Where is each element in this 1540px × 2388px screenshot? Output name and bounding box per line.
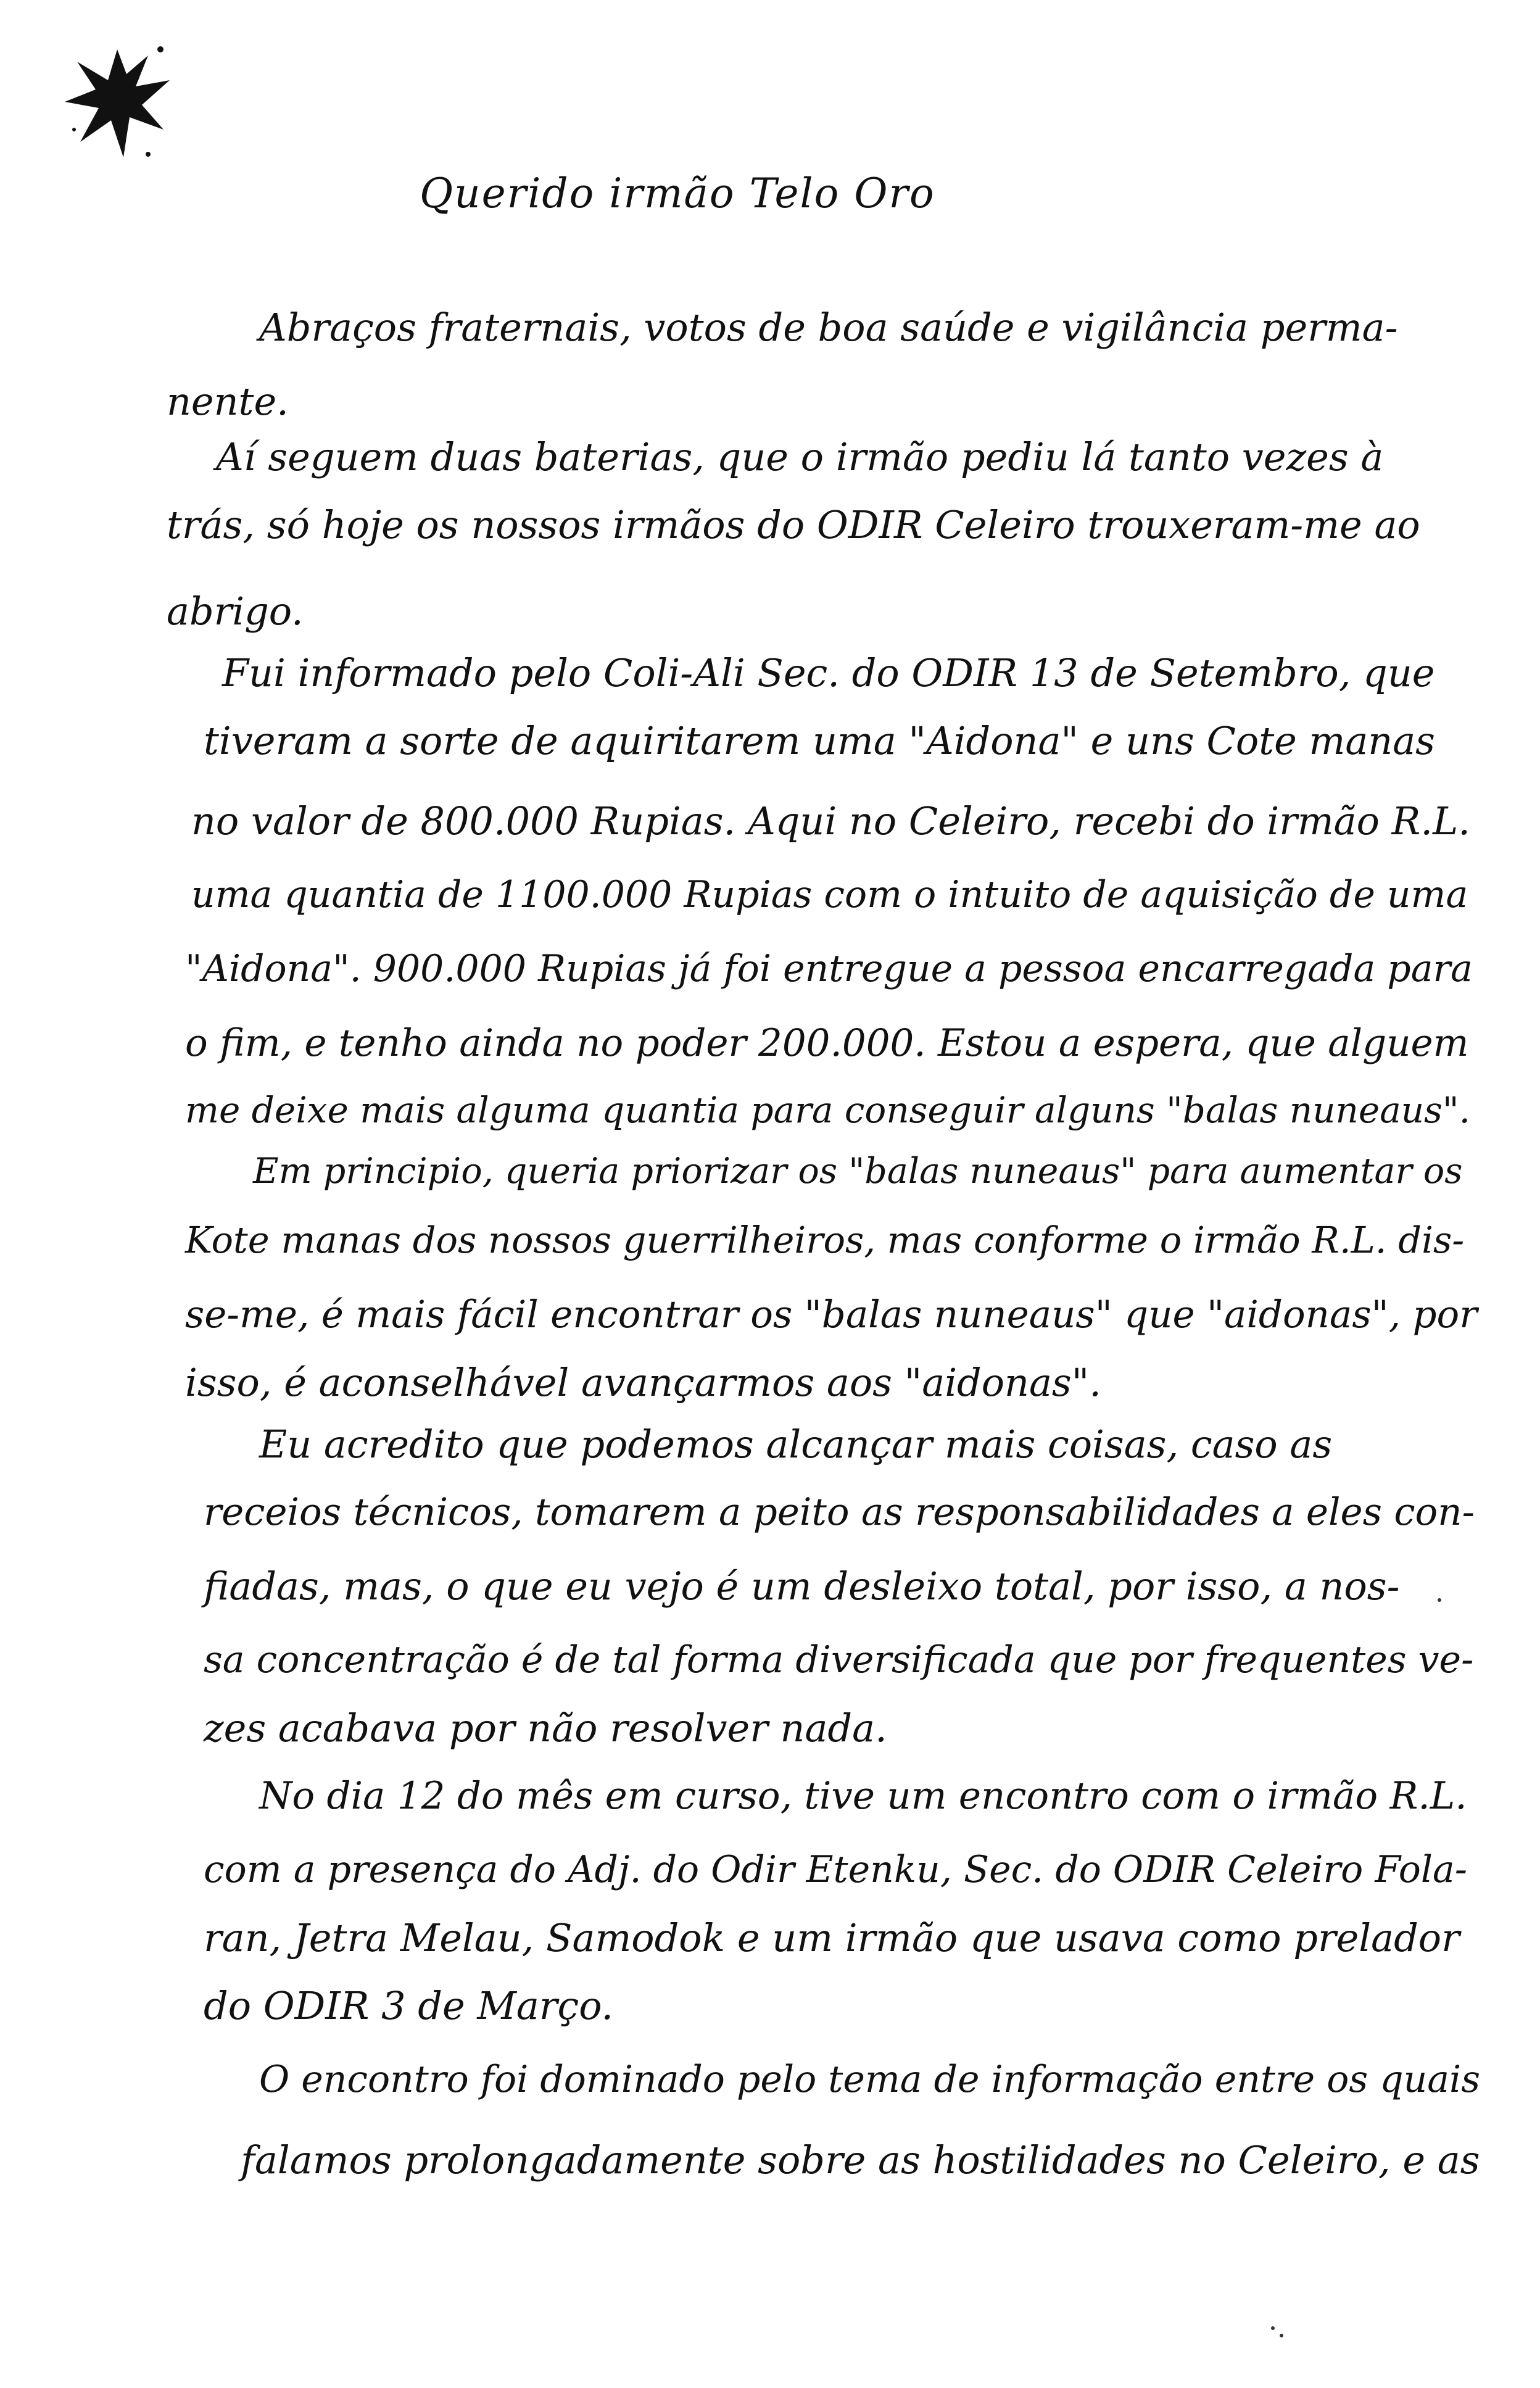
body-line: Eu acredito que podemos alcançar mais coisas, caso as [259, 1422, 1333, 1467]
salutation: Querido irmão Telo Oro [420, 170, 935, 217]
body-line: fiadas, mas, o que eu vejo é um desleixo total, por isso, a nos- [204, 1564, 1400, 1609]
body-line: ran, Jetra Melau, Samodok e um irmão que usava como prelador [204, 1915, 1460, 1960]
body-line: com a presença do Adj. do Odir Etenku, Sec. do ODIR Celeiro Fola- [204, 1848, 1468, 1891]
body-line: falamos prolongadamente sobre as hostilidades no Celeiro, e as [241, 2137, 1480, 2183]
body-line: me deixe mais alguma quantia para conseguir alguns "balas nuneaus". [185, 1089, 1471, 1131]
body-line: No dia 12 do mês em curso, tive um encontro com o irmão R.L. [259, 1774, 1467, 1818]
body-line: zes acabava por não resolver nada. [204, 1706, 887, 1751]
body-line: trás, só hoje os nossos irmãos do ODIR Celeiro trouxeram-me ao [167, 502, 1420, 547]
body-line: o fim, e tenho ainda no poder 200.000. Estou a espera, que alguem [185, 1021, 1469, 1065]
body-line: sa concentração é de tal forma diversificada que por frequentes ve- [204, 1638, 1474, 1681]
body-line: no valor de 800.000 Rupias. Aqui no Celeiro, recebi do irmão R.L. [191, 798, 1470, 844]
body-line: do ODIR 3 de Março. [204, 1983, 614, 2028]
body-line: uma quantia de 1100.000 Rupias com o intuito de aquisição de uma [191, 873, 1468, 916]
body-line: tiveram a sorte de aquiritarem uma "Aidona" e uns Cote manas [204, 718, 1435, 763]
body-line: "Aidona". 900.000 Rupias já foi entregue a pessoa encarregada para [185, 947, 1473, 990]
body-line: O encontro foi dominado pelo tema de informação entre os quais [259, 2058, 1481, 2101]
ink-speck [1271, 2326, 1275, 2330]
body-line: Aí seguem duas baterias, que o irmão pediu lá tanto vezes à [216, 434, 1384, 479]
body-line: Em principio, queria priorizar os "balas nuneaus" para aumentar os [253, 1151, 1463, 1192]
body-line: Fui informado pelo Coli-Ali Sec. do ODIR 13 de Setembro, que [222, 650, 1435, 695]
body-line: isso, é aconselhável avançarmos aos "aidonas". [185, 1360, 1101, 1405]
body-line: abrigo. [167, 589, 304, 634]
ink-speck [1280, 2334, 1283, 2337]
body-line: Abraços fraternais, votos de boa saúde e vigilância perma- [259, 305, 1398, 350]
body-line: nente. [167, 379, 289, 424]
ink-speck [1438, 1598, 1441, 1602]
body-line: Kote manas dos nossos guerrilheiros, mas conforme o irmão R.L. dis- [185, 1219, 1465, 1261]
body-line: se-me, é mais fácil encontrar os "balas nuneaus" que "aidonas", por [185, 1293, 1478, 1337]
body-line: receios técnicos, tomarem a peito as responsabilidades a eles con- [204, 1490, 1475, 1534]
